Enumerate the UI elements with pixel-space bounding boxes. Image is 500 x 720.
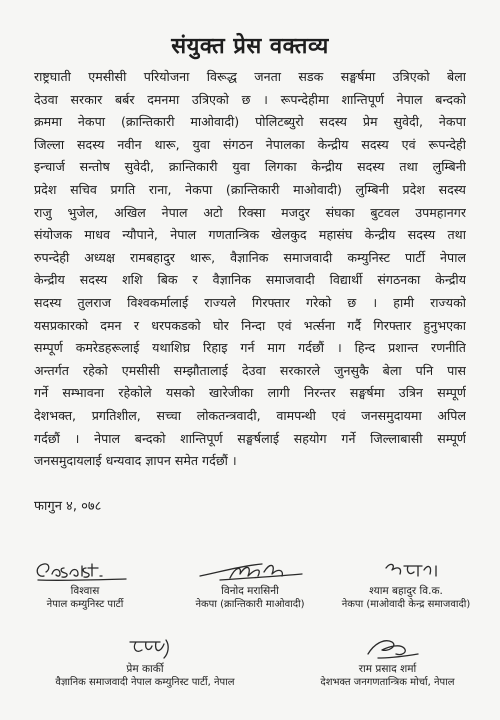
body-line: रुपन्देही अध्यक्ष रामबहादुर थारू, वैज्ञानिक समाजवादी कम्युनिस्ट पार्टी नेपाल bbox=[34, 249, 466, 265]
body-line: सम्पूर्ण कमरेडहरूलाई यथाशिघ्र रिहाइ गर्न माग गर्दछौं । हिन्द प्रशान्त रणनीति bbox=[34, 340, 466, 356]
handwritten-signature-5 bbox=[338, 632, 438, 662]
signature-block-1 bbox=[20, 556, 150, 612]
signatory-name: राम प्रसाद शर्मा bbox=[358, 663, 417, 675]
signature-block-4 bbox=[20, 632, 270, 690]
handwritten-signature-4 bbox=[90, 632, 200, 662]
signature-block-2 bbox=[175, 556, 325, 612]
body-line: देउवा सरकार बर्बर दमनमा उत्रिएको छ । रूपन्देहीमा शान्तिपूर्ण नेपाल बन्दको bbox=[34, 91, 466, 107]
body-line: जनसमुदायलाई धन्यवाद ज्ञापन समेत गर्दछौं । bbox=[34, 453, 237, 469]
signatory-organization: नेपाल कम्युनिस्ट पार्टी bbox=[46, 599, 124, 610]
document-title: संयुक्त प्रेस वक्तव्य bbox=[171, 34, 329, 59]
body-line: गर्दछौं । नेपाल बन्दको शान्तिपूर्ण सङ्घर्षलाई सहयोग गर्ने जिल्लाबासी सम्पूर्ण bbox=[34, 430, 466, 446]
body-line: जिल्ला सदस्य नवीन थारू, युवा संगठन नेपालका केन्द्रीय सदस्य एवं रूपन्देही bbox=[34, 136, 466, 152]
signatory-name: विनोद मरासिनी bbox=[221, 585, 279, 597]
statement-body bbox=[34, 66, 466, 473]
body-line: राजु भुजेल, अखिल नेपाल अटो रिक्सा मजदुर संघका बुटवल उपमहानगर bbox=[34, 204, 466, 220]
signatory-name: श्याम बहादुर वि.क. bbox=[369, 585, 443, 597]
signatory-organization: नेकपा (माओवादी केन्द्र समाजवादी) bbox=[341, 599, 471, 610]
signatory-name: प्रेम कार्की bbox=[126, 663, 164, 675]
body-line: देशभक्त, प्रगतिशील, सच्चा लोकतन्त्रवादी, वामपन्थी एवं जनसमुदायमा अपिल bbox=[34, 407, 466, 423]
body-line: संयोजक माधव न्यौपाने, नेपाल गणतान्त्रिक खेलकुद महासंघ केन्द्रीय सदस्य तथा bbox=[34, 227, 466, 243]
body-line: सदस्य तुलराज विश्वकर्मालाई राज्यले गिरफ्तार गरेको छ । हामी राज्यको bbox=[34, 294, 466, 310]
signatory-name: विश्वास bbox=[70, 585, 100, 597]
handwritten-signature-2 bbox=[190, 556, 310, 584]
body-line: इन्चार्ज सन्तोष सुवेदी, क्रान्तिकारी युवा लिगका केन्द्रीय सदस्य तथा लुम्बिनी bbox=[34, 159, 466, 175]
signature-block-3 bbox=[316, 556, 496, 612]
body-line: यसप्रकारको दमन र धरपकडको घोर निन्दा एवं भर्त्सना गर्दै गिरफ्तार हुनुभएका bbox=[34, 317, 466, 333]
signatory-organization: नेकपा (क्रान्तिकारी माओवादी) bbox=[195, 599, 305, 610]
handwritten-signature-3 bbox=[356, 556, 456, 584]
statement-date: फागुन ४, ०७८ bbox=[34, 499, 102, 514]
signatory-organization: वैज्ञानिक समाजवादी नेपाल कम्युनिस्ट पार्टी, नेपाल bbox=[55, 677, 235, 688]
body-line: क्रममा नेकपा (क्रान्तिकारी माओवादी) पोलिटब्युरो सदस्य प्रेम सुवेदी, नेकपा bbox=[34, 114, 466, 130]
handwritten-signature-1 bbox=[30, 556, 140, 584]
body-line: प्रदेश सचिव प्रगति राना, नेकपा (क्रान्तिकारी माओवादी) लुम्बिनी प्रदेश सदस्य bbox=[34, 181, 466, 197]
body-line: गर्ने सम्भावना रहेकोले यसको खारेजीका लागी निरन्तर सङ्घर्षमा उत्रिन सम्पूर्ण bbox=[34, 385, 466, 401]
signature-block-5 bbox=[290, 632, 485, 690]
body-line: अन्तर्गत रहेको एमसीसी सम्झौतालाई देउवा सरकारले जुनसुकै बेला पनि पास bbox=[34, 362, 466, 378]
body-line: राष्ट्रघाती एमसीसी परियोजना विरूद्ध जनता सडक सङ्घर्षमा उत्रिएको बेला bbox=[34, 69, 466, 84]
body-line: केन्द्रीय सदस्य शशि बिक र वैज्ञानिक समाजवादी विद्यार्थी संगठनका केन्द्रीय bbox=[34, 272, 466, 288]
signatory-organization: देशभक्त जनगणतान्त्रिक मोर्चा, नेपाल bbox=[320, 677, 455, 688]
